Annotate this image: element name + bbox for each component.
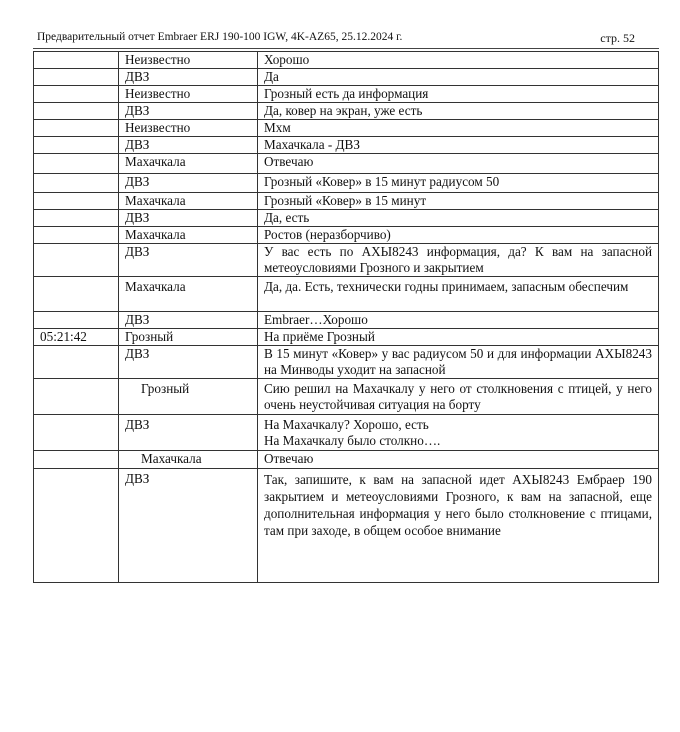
speaker-cell: ДВЗ — [119, 137, 258, 154]
speaker-cell: ДВЗ — [119, 312, 258, 329]
speaker-cell: Грозный — [119, 329, 258, 346]
speech-cell: Да, есть — [258, 210, 659, 227]
report-title: Предварительный отчет Embraer ERJ 190-100 IGW, 4K-AZ65, 25.12.2024 г. — [37, 31, 403, 43]
table-row — [34, 379, 659, 415]
speech-cell: Махачкала - ДВЗ — [258, 137, 659, 154]
time-cell — [34, 469, 119, 583]
speaker-cell: ДВЗ — [119, 69, 258, 86]
speech-cell: Так, запишите, к вам на запасной идет АХЫ8243 Ембраер 190 закрытием и метеоусловиями Грозного, к вам на запасной, еще дополнительная информация у него было столкновение с птицами, там при заходе, в общем особое внимание — [258, 469, 659, 583]
table-row — [34, 174, 659, 193]
speaker-cell: Махачкала — [119, 227, 258, 244]
speaker-cell: ДВЗ — [119, 469, 258, 583]
time-cell — [34, 137, 119, 154]
time-cell — [34, 277, 119, 312]
speaker-cell: Махачкала — [119, 154, 258, 174]
table-row — [34, 244, 659, 277]
table-row — [34, 277, 659, 312]
speech-cell: Ростов (неразборчиво) — [258, 227, 659, 244]
speech-cell: Да, да. Есть, технически годны принимаем, запасным обеспечим — [258, 277, 659, 312]
time-cell — [34, 154, 119, 174]
time-cell — [34, 210, 119, 227]
time-cell — [34, 415, 119, 451]
time-cell — [34, 193, 119, 210]
speech-cell: Хорошо — [258, 52, 659, 69]
table-row — [34, 52, 659, 69]
speech-cell: Грозный есть да информация — [258, 86, 659, 103]
speaker-cell: ДВЗ — [119, 210, 258, 227]
speech-cell: В 15 минут «Ковер» у вас радиусом 50 и для информации АХЫ8243 на Минводы уходит на запасной — [258, 346, 659, 379]
speaker-cell: ДВЗ — [119, 103, 258, 120]
table-row — [34, 312, 659, 329]
table-row — [34, 86, 659, 103]
table-row — [34, 451, 659, 469]
speaker-cell: Махачкала — [119, 451, 258, 469]
table-row — [34, 415, 659, 451]
table-row — [34, 193, 659, 210]
time-cell — [34, 227, 119, 244]
speech-cell: У вас есть по АХЫ8243 информация, да? К вам на запасной метеоусловиями Грозного и закрытием — [258, 244, 659, 277]
speaker-cell: Неизвестно — [119, 120, 258, 137]
time-cell — [34, 86, 119, 103]
table-row — [34, 137, 659, 154]
speaker-cell: ДВЗ — [119, 174, 258, 193]
table-row — [34, 120, 659, 137]
speech-line: На Махачкалу было столкно…. — [264, 433, 441, 448]
speaker-cell: ДВЗ — [119, 244, 258, 277]
time-cell — [34, 451, 119, 469]
speech-cell: Да, ковер на экран, уже есть — [258, 103, 659, 120]
time-cell: 05:21:42 — [34, 329, 119, 346]
speaker-cell: Неизвестно — [119, 52, 258, 69]
speech-cell: Мхм — [258, 120, 659, 137]
table-row — [34, 329, 659, 346]
speaker-cell: Махачкала — [119, 193, 258, 210]
speech-cell: На приёме Грозный — [258, 329, 659, 346]
table-row — [34, 103, 659, 120]
speech-cell: Embraer…Хорошо — [258, 312, 659, 329]
time-cell — [34, 120, 119, 137]
speaker-cell: ДВЗ — [119, 415, 258, 451]
speech-cell: Да — [258, 69, 659, 86]
table-row — [34, 346, 659, 379]
table-row — [34, 154, 659, 174]
speech-line: На Махачкалу? Хорошо, есть — [264, 417, 429, 432]
page-header — [33, 30, 659, 49]
table-row — [34, 227, 659, 244]
speaker-cell: Грозный — [119, 379, 258, 415]
speaker-cell: Махачкала — [119, 277, 258, 312]
speech-cell: Грозный «Ковер» в 15 минут — [258, 193, 659, 210]
time-cell — [34, 174, 119, 193]
speech-cell — [258, 415, 659, 451]
table-row — [34, 210, 659, 227]
speaker-cell: ДВЗ — [119, 346, 258, 379]
time-cell — [34, 312, 119, 329]
speech-cell: Сию решил на Махачкалу у него от столкновения с птицей, у него очень неустойчивая ситуация на борту — [258, 379, 659, 415]
page-number: стр. 52 — [600, 31, 635, 45]
table-row — [34, 469, 659, 583]
speech-cell: Грозный «Ковер» в 15 минут радиусом 50 — [258, 174, 659, 193]
speech-cell: Отвечаю — [258, 451, 659, 469]
time-cell — [34, 379, 119, 415]
speaker-cell: Неизвестно — [119, 86, 258, 103]
time-cell — [34, 52, 119, 69]
table-row — [34, 69, 659, 86]
time-cell — [34, 346, 119, 379]
time-cell — [34, 69, 119, 86]
speech-cell: Отвечаю — [258, 154, 659, 174]
time-cell — [34, 103, 119, 120]
transcript-table — [33, 51, 659, 583]
time-cell — [34, 244, 119, 277]
